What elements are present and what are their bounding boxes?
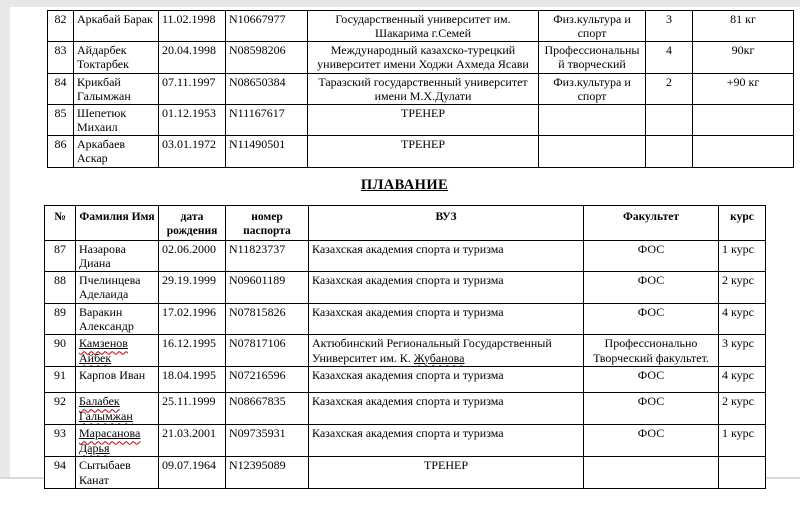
cell-number: 94 bbox=[45, 457, 76, 488]
cell-number: 82 bbox=[48, 11, 74, 42]
cell-faculty: ФОС bbox=[584, 425, 719, 457]
cell-number: 84 bbox=[48, 73, 74, 104]
cell-faculty bbox=[539, 136, 646, 167]
page-edge-top bbox=[0, 0, 800, 7]
table-row bbox=[45, 367, 766, 393]
cell-passport: N09735931 bbox=[226, 425, 309, 457]
cell-course bbox=[719, 457, 766, 488]
cell-name: Назарова Диана bbox=[76, 240, 159, 271]
cell-birthdate: 21.03.2001 bbox=[159, 425, 226, 457]
header-course: курс bbox=[719, 206, 766, 241]
cell-passport: N07815826 bbox=[226, 304, 309, 335]
previous-sport-results-table bbox=[47, 10, 794, 168]
header-number: № bbox=[45, 206, 76, 241]
header-passport: номер паспорта bbox=[226, 206, 309, 241]
cell-number: 90 bbox=[45, 335, 76, 367]
cell-faculty: ФОС bbox=[584, 304, 719, 335]
cell-faculty bbox=[584, 457, 719, 488]
cell-course: 2 курс bbox=[719, 272, 766, 304]
cell-name: Карпов Иван bbox=[76, 367, 159, 393]
cell-faculty: ФОС bbox=[584, 393, 719, 425]
cell-course: 1 курс bbox=[719, 240, 766, 271]
table-row bbox=[48, 73, 794, 104]
cell-birthdate: 02.06.2000 bbox=[159, 240, 226, 271]
cell-university: Таразский государственный университет имени М.Х.Дулати bbox=[308, 73, 539, 104]
name-underlined: Марасанова Дарья bbox=[79, 426, 141, 455]
cell-name: Аркабай Барак bbox=[74, 11, 159, 42]
table-row bbox=[48, 42, 794, 73]
cell-number: 83 bbox=[48, 42, 74, 73]
cell-weight-class: +90 кг bbox=[693, 73, 794, 104]
cell-birthdate: 20.04.1998 bbox=[159, 42, 226, 73]
cell-faculty: ФОС bbox=[584, 240, 719, 271]
cell-number: 92 bbox=[45, 393, 76, 425]
table-row bbox=[45, 335, 766, 367]
table-row bbox=[45, 272, 766, 304]
cell-course: 4 курс bbox=[719, 367, 766, 393]
table-row bbox=[48, 136, 794, 167]
cell-passport: N11490501 bbox=[226, 136, 308, 167]
cell-weight-class bbox=[693, 136, 794, 167]
cell-university bbox=[309, 335, 584, 367]
header-row bbox=[45, 206, 766, 241]
cell-course: 1 курс bbox=[719, 425, 766, 457]
cell-birthdate: 16.12.1995 bbox=[159, 335, 226, 367]
university-text: Актюбинский Региональный Государственный Университет им. К. bbox=[312, 336, 552, 365]
table-row bbox=[45, 304, 766, 335]
cell-number: 88 bbox=[45, 272, 76, 304]
cell-name: Аркабаев Аскар bbox=[74, 136, 159, 167]
cell-passport: N11167617 bbox=[226, 104, 308, 135]
cell-faculty: Профессиональный творческий bbox=[539, 42, 646, 73]
cell-weight-class bbox=[693, 104, 794, 135]
university-name-underlined: Жубанова bbox=[413, 350, 465, 365]
cell-number: 87 bbox=[45, 240, 76, 271]
cell-name: Айдарбек Токтарбек bbox=[74, 42, 159, 73]
table-row bbox=[45, 240, 766, 271]
cell-place: 4 bbox=[646, 42, 693, 73]
cell-name: Шепетюк Михаил bbox=[74, 104, 159, 135]
cell-faculty: Физ.культура и спорт bbox=[539, 11, 646, 42]
cell-name: Варакин Александр bbox=[76, 304, 159, 335]
header-name: Фамилия Имя bbox=[76, 206, 159, 241]
name-underlined: Камзенов Айбек bbox=[79, 336, 128, 365]
cell-birthdate: 17.02.1996 bbox=[159, 304, 226, 335]
cell-place bbox=[646, 136, 693, 167]
cell-weight-class: 81 кг bbox=[693, 11, 794, 42]
cell-birthdate: 18.04.1995 bbox=[159, 367, 226, 393]
cell-university: Государственный университет им. Шакарима г.Семей bbox=[308, 11, 539, 42]
table-row bbox=[48, 11, 794, 42]
cell-passport: N07216596 bbox=[226, 367, 309, 393]
cell-number: 86 bbox=[48, 136, 74, 167]
header-birthdate: дата рождения bbox=[159, 206, 226, 241]
cell-course: 2 курс bbox=[719, 393, 766, 425]
cell-passport: N07817106 bbox=[226, 335, 309, 367]
cell-university: Казахская академия спорта и туризма bbox=[309, 367, 584, 393]
cell-university: Казахская академия спорта и туризма bbox=[309, 393, 584, 425]
cell-university: Казахская академия спорта и туризма bbox=[309, 304, 584, 335]
cell-number: 93 bbox=[45, 425, 76, 457]
table-row bbox=[45, 425, 766, 457]
cell-university: ТРЕНЕР bbox=[308, 104, 539, 135]
cell-university: Казахская академия спорта и туризма bbox=[309, 425, 584, 457]
cell-birthdate: 07.11.1997 bbox=[159, 73, 226, 104]
cell-passport: N08650384 bbox=[226, 73, 308, 104]
cell-faculty: ФОС bbox=[584, 367, 719, 393]
header-university: ВУЗ bbox=[309, 206, 584, 241]
cell-university: Казахская академия спорта и туризма bbox=[309, 240, 584, 271]
page-edge-left bbox=[0, 0, 10, 479]
cell-place: 2 bbox=[646, 73, 693, 104]
cell-name bbox=[76, 425, 159, 457]
cell-number: 91 bbox=[45, 367, 76, 393]
cell-weight-class: 90кг bbox=[693, 42, 794, 73]
cell-name bbox=[76, 335, 159, 367]
cell-place bbox=[646, 104, 693, 135]
cell-number: 89 bbox=[45, 304, 76, 335]
cell-birthdate: 25.11.1999 bbox=[159, 393, 226, 425]
swimming-results-table bbox=[44, 205, 766, 489]
cell-faculty: Физ.культура и спорт bbox=[539, 73, 646, 104]
cell-passport: N08667835 bbox=[226, 393, 309, 425]
table-row bbox=[45, 457, 766, 488]
cell-birthdate: 29.19.1999 bbox=[159, 272, 226, 304]
cell-birthdate: 09.07.1964 bbox=[159, 457, 226, 488]
cell-passport: N08598206 bbox=[226, 42, 308, 73]
cell-university: Международный казахско-турецкий университет имени Ходжи Ахмеда Ясави bbox=[308, 42, 539, 73]
cell-name: Крикбай Галымжан bbox=[74, 73, 159, 104]
cell-name: Сытыбаев Канат bbox=[76, 457, 159, 488]
section-title: ПЛАВАНИЕ bbox=[360, 177, 449, 193]
cell-course: 4 курс bbox=[719, 304, 766, 335]
table-row bbox=[45, 393, 766, 425]
cell-passport: N11823737 bbox=[226, 240, 309, 271]
cell-passport: N09601189 bbox=[226, 272, 309, 304]
cell-number: 85 bbox=[48, 104, 74, 135]
cell-birthdate: 03.01.1972 bbox=[159, 136, 226, 167]
cell-university: Казахская академия спорта и туризма bbox=[309, 272, 584, 304]
table-row bbox=[48, 104, 794, 135]
cell-faculty bbox=[539, 104, 646, 135]
cell-birthdate: 11.02.1998 bbox=[159, 11, 226, 42]
cell-name bbox=[76, 393, 159, 425]
cell-university: ТРЕНЕР bbox=[309, 457, 584, 488]
cell-place: 3 bbox=[646, 11, 693, 42]
cell-course: 3 курс bbox=[719, 335, 766, 367]
cell-birthdate: 01.12.1953 bbox=[159, 104, 226, 135]
cell-name: Пчелинцева Аделаида bbox=[76, 272, 159, 304]
header-faculty: Факультет bbox=[584, 206, 719, 241]
cell-university: ТРЕНЕР bbox=[308, 136, 539, 167]
cell-passport: N10667977 bbox=[226, 11, 308, 42]
cell-passport: N12395089 bbox=[226, 457, 309, 488]
name-underlined: Балабек Галымжан bbox=[79, 394, 133, 423]
cell-faculty: Профессионально Творческий факультет. bbox=[584, 335, 719, 367]
cell-faculty: ФОС bbox=[584, 272, 719, 304]
